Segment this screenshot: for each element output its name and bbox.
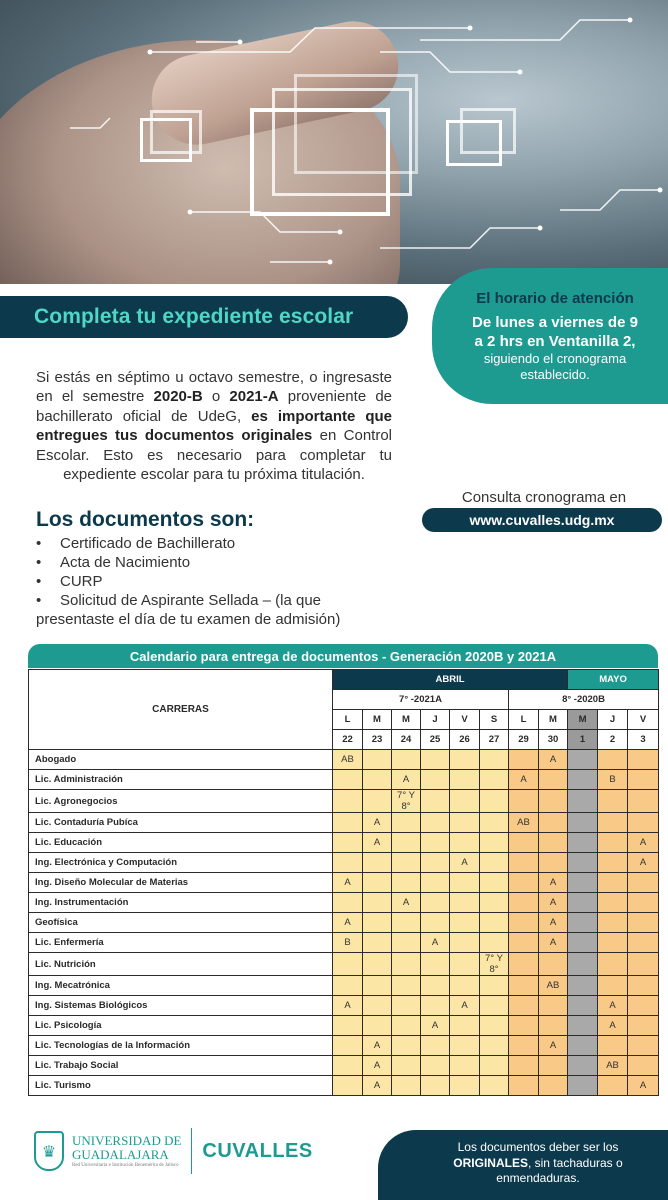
- table-cell: A: [539, 750, 568, 770]
- table-cell: [333, 790, 363, 813]
- table-cell: [450, 1076, 480, 1096]
- table-cell: [450, 770, 480, 790]
- table-cell: [568, 913, 598, 933]
- table-cell: [598, 1076, 628, 1096]
- udg-line1: UNIVERSIDAD DE: [72, 1132, 182, 1148]
- table-cell: A: [598, 996, 628, 1016]
- table-cell: [539, 1056, 568, 1076]
- table-row: [29, 873, 659, 893]
- day-number: 30: [539, 730, 568, 750]
- table-cell: [450, 1036, 480, 1056]
- table-cell: [628, 996, 659, 1016]
- day-number: 23: [363, 730, 392, 750]
- table-cell: [628, 913, 659, 933]
- table-cell: AB: [598, 1056, 628, 1076]
- table-cell: [598, 1036, 628, 1056]
- table-cell: [568, 790, 598, 813]
- campus-name: CUVALLES: [202, 1139, 313, 1162]
- footer-note: [378, 1130, 668, 1200]
- table-cell: A: [628, 853, 659, 873]
- carrera-name: Lic. Psicología: [29, 1016, 333, 1036]
- table-cell: [628, 1056, 659, 1076]
- table-cell: [539, 996, 568, 1016]
- table-cell: A: [421, 933, 450, 953]
- carrera-name: Lic. Enfermería: [29, 933, 333, 953]
- table-cell: [509, 1056, 539, 1076]
- footer-note-line1: Los documentos deber ser los: [457, 1140, 619, 1154]
- table-cell: [568, 893, 598, 913]
- table-cell: [333, 976, 363, 996]
- table-cell: [480, 1036, 509, 1056]
- carrera-name: Lic. Educación: [29, 833, 333, 853]
- table-cell: [421, 853, 450, 873]
- table-cell: [363, 1016, 392, 1036]
- table-cell: [421, 1076, 450, 1096]
- table-row: [29, 933, 659, 953]
- udg-line2: GUADALAJARA: [72, 1146, 169, 1162]
- table-cell: [450, 976, 480, 996]
- calendar-table-wrap: [28, 669, 658, 1096]
- table-cell: A: [333, 913, 363, 933]
- table-cell: [392, 1056, 421, 1076]
- carrera-name: Ing. Electrónica y Computación: [29, 853, 333, 873]
- table-cell: [363, 913, 392, 933]
- footer-note-bold: ORIGINALES: [453, 1155, 528, 1170]
- table-row: [29, 953, 659, 976]
- intro-text-1: Si estás en séptimo u octavo semestre, o ingresaste en el semestre: [36, 369, 392, 406]
- carrera-name: Lic. Nutrición: [29, 953, 333, 976]
- table-cell: AB: [333, 750, 363, 770]
- table-cell: [598, 953, 628, 976]
- table-cell: [480, 933, 509, 953]
- udg-crest-icon: ♛: [34, 1131, 64, 1171]
- table-cell: [450, 953, 480, 976]
- headline-bar: [0, 296, 408, 338]
- table-cell: [392, 913, 421, 933]
- table-cell: [539, 853, 568, 873]
- carrera-name: Lic. Trabajo Social: [29, 1056, 333, 1076]
- table-cell: [392, 813, 421, 833]
- table-cell: [628, 873, 659, 893]
- table-cell: [333, 1036, 363, 1056]
- udg-line3: Red Universitaria e Institución Benemérita de Jalisco: [72, 1162, 179, 1168]
- footer-note-line2: [418, 1156, 658, 1172]
- table-cell: [363, 996, 392, 1016]
- table-cell: 7° Y 8°: [480, 953, 509, 976]
- table-cell: [539, 1016, 568, 1036]
- table-cell: [392, 750, 421, 770]
- table-cell: [421, 813, 450, 833]
- table-cell: [598, 813, 628, 833]
- table-cell: [568, 1056, 598, 1076]
- table-cell: [421, 770, 450, 790]
- docs-title: Los documentos son:: [36, 508, 255, 531]
- table-cell: [421, 790, 450, 813]
- table-cell: [539, 1076, 568, 1096]
- semester-7: 7° -2021A: [333, 690, 509, 710]
- table-cell: [421, 953, 450, 976]
- table-cell: [333, 953, 363, 976]
- table-cell: [598, 873, 628, 893]
- hours-line3: siguiendo el cronograma: [483, 351, 627, 366]
- table-cell: [450, 893, 480, 913]
- table-cell: [480, 770, 509, 790]
- table-cell: [598, 833, 628, 853]
- table-cell: A: [392, 770, 421, 790]
- table-cell: [480, 853, 509, 873]
- day-number: 27: [480, 730, 509, 750]
- table-cell: [392, 1036, 421, 1056]
- table-cell: [421, 873, 450, 893]
- docs-list: [36, 534, 396, 629]
- table-cell: A: [333, 873, 363, 893]
- table-cell: [598, 933, 628, 953]
- table-cell: [363, 853, 392, 873]
- table-row: [29, 833, 659, 853]
- calendar-table: [28, 669, 659, 1096]
- table-cell: [628, 750, 659, 770]
- table-cell: [509, 953, 539, 976]
- table-cell: [509, 913, 539, 933]
- table-cell: [392, 996, 421, 1016]
- intro-bold-3: es importante que entregues tus documentos originales: [36, 407, 392, 445]
- day-of-week: V: [450, 710, 480, 730]
- carrera-name: Abogado: [29, 750, 333, 770]
- table-cell: A: [333, 996, 363, 1016]
- hours-line2: a 2 hrs en Ventanilla 2,: [474, 333, 636, 350]
- cronograma-label: Consulta cronograma en: [461, 489, 627, 506]
- table-cell: [568, 996, 598, 1016]
- table-cell: [568, 770, 598, 790]
- table-cell: [568, 833, 598, 853]
- table-cell: [480, 813, 509, 833]
- table-cell: [450, 1056, 480, 1076]
- intro-text-4: en Control Escolar. Esto es necesario para completar tu expediente escolar para tu próxima titulación.: [36, 427, 393, 484]
- table-cell: [333, 1056, 363, 1076]
- footer-logo: [34, 1128, 313, 1174]
- table-cell: [509, 1036, 539, 1056]
- month-mayo: MAYO: [568, 670, 659, 690]
- list-item-continuation: presentaste el día de tu examen de admisión): [36, 611, 341, 628]
- table-cell: [509, 893, 539, 913]
- table-row: [29, 996, 659, 1016]
- table-cell: [392, 976, 421, 996]
- table-cell: [480, 976, 509, 996]
- day-of-week: J: [598, 710, 628, 730]
- table-cell: [628, 933, 659, 953]
- table-cell: [509, 976, 539, 996]
- table-cell: [363, 893, 392, 913]
- table-cell: [333, 833, 363, 853]
- table-cell: A: [421, 1016, 450, 1036]
- table-cell: [421, 913, 450, 933]
- table-cell: [450, 1016, 480, 1036]
- table-cell: [539, 813, 568, 833]
- day-number: 29: [509, 730, 539, 750]
- table-cell: [628, 976, 659, 996]
- table-cell: [480, 833, 509, 853]
- table-cell: [598, 893, 628, 913]
- day-of-week: L: [333, 710, 363, 730]
- table-cell: [363, 953, 392, 976]
- table-cell: [480, 873, 509, 893]
- carrera-name: Lic. Tecnologías de la Información: [29, 1036, 333, 1056]
- table-cell: [509, 1016, 539, 1036]
- table-cell: [392, 853, 421, 873]
- carrera-name: Lic. Turismo: [29, 1076, 333, 1096]
- table-cell: 7° Y 8°: [392, 790, 421, 813]
- table-row: [29, 770, 659, 790]
- table-cell: [421, 976, 450, 996]
- table-cell: [568, 750, 598, 770]
- table-cell: [539, 833, 568, 853]
- footer-note-line3: enmendaduras.: [496, 1171, 580, 1185]
- table-cell: A: [628, 1076, 659, 1096]
- day-number: 1: [568, 730, 598, 750]
- carrera-name: Ing. Sistemas Biológicos: [29, 996, 333, 1016]
- day-number: 3: [628, 730, 659, 750]
- table-cell: AB: [539, 976, 568, 996]
- carrera-name: Geofísica: [29, 913, 333, 933]
- table-cell: [450, 750, 480, 770]
- day-number: 22: [333, 730, 363, 750]
- table-cell: [628, 953, 659, 976]
- carrera-name: Lic. Administración: [29, 770, 333, 790]
- table-cell: B: [333, 933, 363, 953]
- table-row: [29, 893, 659, 913]
- table-row: [29, 750, 659, 770]
- table-cell: [598, 913, 628, 933]
- day-of-week: S: [480, 710, 509, 730]
- table-cell: [628, 1016, 659, 1036]
- table-cell: [568, 933, 598, 953]
- table-cell: [539, 790, 568, 813]
- day-number: 26: [450, 730, 480, 750]
- table-cell: [392, 1076, 421, 1096]
- table-cell: [392, 833, 421, 853]
- table-cell: [333, 1016, 363, 1036]
- table-cell: [363, 933, 392, 953]
- table-cell: [450, 873, 480, 893]
- table-cell: [598, 976, 628, 996]
- day-number: 25: [421, 730, 450, 750]
- folder-icon-left-back: [150, 110, 202, 154]
- table-cell: [628, 790, 659, 813]
- table-cell: A: [598, 1016, 628, 1036]
- list-item: • Certificado de Bachillerato: [36, 534, 396, 553]
- hours-title: El horario de atención: [476, 290, 634, 307]
- table-cell: [568, 873, 598, 893]
- table-cell: [333, 813, 363, 833]
- table-cell: [363, 976, 392, 996]
- month-abril: ABRIL: [333, 670, 568, 690]
- table-cell: [392, 933, 421, 953]
- table-cell: [480, 750, 509, 770]
- carrera-name: Lic. Agronegocios: [29, 790, 333, 813]
- table-row: [29, 1076, 659, 1096]
- carrera-name: Lic. Contaduría Pubíca: [29, 813, 333, 833]
- intro-bold-1: 2020-B: [153, 388, 203, 406]
- table-cell: [421, 833, 450, 853]
- table-cell: [450, 813, 480, 833]
- table-cell: [509, 853, 539, 873]
- table-cell: [450, 833, 480, 853]
- table-cell: [509, 996, 539, 1016]
- table-cell: [568, 953, 598, 976]
- intro-bold-2: 2021-A: [229, 388, 279, 406]
- table-row: [29, 976, 659, 996]
- table-cell: [598, 750, 628, 770]
- carrera-name: Ing. Instrumentación: [29, 893, 333, 913]
- intro-text-2: o: [202, 388, 230, 406]
- table-row: [29, 813, 659, 833]
- table-cell: [421, 996, 450, 1016]
- day-of-week: M: [392, 710, 421, 730]
- table-cell: [509, 1076, 539, 1096]
- table-cell: [480, 996, 509, 1016]
- day-of-week: M: [363, 710, 392, 730]
- table-cell: B: [598, 770, 628, 790]
- table-cell: [421, 1036, 450, 1056]
- table-row: [29, 1016, 659, 1036]
- intro-text-3: proveniente de bachillerato oficial de UdeG,: [36, 388, 393, 425]
- table-cell: [333, 893, 363, 913]
- table-cell: [539, 953, 568, 976]
- semester-8: 8° -2020B: [509, 690, 659, 710]
- table-cell: [480, 1056, 509, 1076]
- table-cell: [480, 1016, 509, 1036]
- hero-image: [0, 0, 668, 284]
- table-cell: [598, 853, 628, 873]
- table-cell: [450, 790, 480, 813]
- calendar-title: Calendario para entrega de documentos - Generación 2020B y 2021A: [28, 644, 658, 668]
- list-item: • CURP: [36, 572, 396, 591]
- folder-icon-right-back: [460, 108, 516, 154]
- table-cell: [450, 913, 480, 933]
- carrera-name: Ing. Mecatrónica: [29, 976, 333, 996]
- table-cell: [392, 1016, 421, 1036]
- table-cell: [333, 770, 363, 790]
- table-cell: [363, 770, 392, 790]
- table-cell: [598, 790, 628, 813]
- logo-divider: [191, 1128, 192, 1174]
- table-cell: A: [628, 833, 659, 853]
- table-row: [29, 1056, 659, 1076]
- table-cell: [509, 873, 539, 893]
- table-cell: A: [539, 893, 568, 913]
- table-cell: [480, 913, 509, 933]
- udg-wordmark: [72, 1134, 181, 1169]
- table-cell: [509, 790, 539, 813]
- table-cell: A: [363, 1036, 392, 1056]
- table-row: [29, 790, 659, 813]
- table-cell: [480, 893, 509, 913]
- page-title: Completa tu expediente escolar: [34, 305, 354, 328]
- table-cell: [568, 1016, 598, 1036]
- day-number: 24: [392, 730, 421, 750]
- table-cell: [539, 770, 568, 790]
- table-cell: A: [450, 853, 480, 873]
- carreras-header: CARRERAS: [29, 670, 333, 750]
- table-cell: [421, 750, 450, 770]
- table-cell: [509, 750, 539, 770]
- table-cell: A: [450, 996, 480, 1016]
- folder-icon-center-back2: [294, 74, 418, 174]
- table-cell: [480, 1076, 509, 1096]
- table-cell: [363, 790, 392, 813]
- day-of-week: V: [628, 710, 659, 730]
- table-cell: A: [539, 873, 568, 893]
- list-item: • Solicitud de Aspirante Sellada – (la que: [36, 591, 396, 610]
- table-cell: [628, 1036, 659, 1056]
- footer-note-text: , sin tachaduras o: [527, 1155, 623, 1170]
- table-cell: [333, 853, 363, 873]
- table-cell: A: [539, 1036, 568, 1056]
- table-cell: [568, 1076, 598, 1096]
- table-cell: [568, 853, 598, 873]
- table-cell: [509, 933, 539, 953]
- table-row: [29, 1036, 659, 1056]
- table-cell: [392, 953, 421, 976]
- table-cell: A: [363, 833, 392, 853]
- table-cell: [392, 873, 421, 893]
- table-cell: A: [539, 933, 568, 953]
- carrera-name: Ing. Diseño Molecular de Materias: [29, 873, 333, 893]
- table-cell: [628, 813, 659, 833]
- table-cell: [450, 933, 480, 953]
- intro-paragraph: [36, 368, 392, 484]
- table-cell: AB: [509, 813, 539, 833]
- table-cell: [628, 770, 659, 790]
- table-cell: [363, 873, 392, 893]
- table-cell: [568, 1036, 598, 1056]
- hours-box: [432, 268, 668, 404]
- hours-line4: establecido.: [520, 367, 590, 382]
- table-cell: A: [509, 770, 539, 790]
- day-of-week: M: [539, 710, 568, 730]
- table-cell: [568, 976, 598, 996]
- cronograma-link[interactable]: www.cuvalles.udg.mx: [422, 508, 662, 532]
- table-cell: [333, 1076, 363, 1096]
- table-cell: [509, 833, 539, 853]
- table-cell: A: [539, 913, 568, 933]
- hours-line1: De lunes a viernes de 9: [472, 314, 638, 331]
- table-cell: A: [363, 1056, 392, 1076]
- list-item: • Acta de Nacimiento: [36, 553, 396, 572]
- day-number: 2: [598, 730, 628, 750]
- table-cell: [480, 790, 509, 813]
- table-row: [29, 853, 659, 873]
- table-cell: [421, 1056, 450, 1076]
- day-of-week: J: [421, 710, 450, 730]
- table-cell: [363, 750, 392, 770]
- table-row: [29, 913, 659, 933]
- table-cell: A: [363, 813, 392, 833]
- day-of-week: M: [568, 710, 598, 730]
- calendar-month-row: [29, 670, 659, 690]
- table-cell: [421, 893, 450, 913]
- table-cell: [568, 813, 598, 833]
- day-of-week: L: [509, 710, 539, 730]
- table-cell: [628, 893, 659, 913]
- table-cell: A: [392, 893, 421, 913]
- table-cell: A: [363, 1076, 392, 1096]
